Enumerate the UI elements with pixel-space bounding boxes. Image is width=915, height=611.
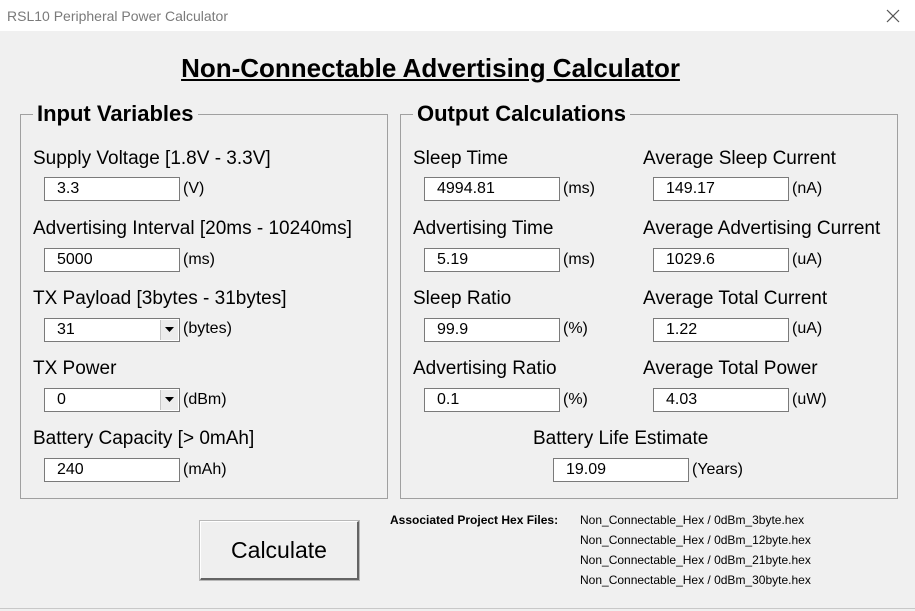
avg-advertising-current-unit: (uA) (792, 251, 823, 268)
calculate-button[interactable]: Calculate (200, 521, 359, 580)
advertising-ratio-unit: (%) (563, 391, 588, 408)
chevron-down-icon (165, 327, 174, 332)
tx-power-value: 0 (57, 391, 66, 408)
avg-sleep-current-label: Average Sleep Current (643, 148, 836, 169)
battery-life-output[interactable]: 19.09 (553, 458, 689, 482)
advertising-time-unit: (ms) (563, 251, 595, 268)
supply-voltage-input[interactable]: 3.3 (44, 177, 180, 201)
supply-voltage-unit: (V) (183, 180, 205, 197)
tx-payload-label: TX Payload [3bytes - 31bytes] (33, 288, 287, 309)
advertising-time-output[interactable]: 5.19 (424, 248, 560, 272)
battery-capacity-label: Battery Capacity [> 0mAh] (33, 428, 255, 449)
page-title: Non-Connectable Advertising Calculator (181, 53, 680, 83)
avg-total-current-unit: (uA) (792, 320, 823, 337)
sleep-time-output[interactable]: 4994.81 (424, 177, 560, 201)
chevron-down-icon (165, 397, 174, 402)
battery-capacity-unit: (mAh) (183, 461, 227, 478)
battery-life-unit: (Years) (692, 461, 743, 478)
tx-payload-unit: (bytes) (183, 320, 232, 337)
avg-total-current-output[interactable]: 1.22 (653, 318, 789, 342)
avg-advertising-current-output[interactable]: 1029.6 (653, 248, 789, 272)
avg-sleep-current-output[interactable]: 149.17 (653, 177, 789, 201)
input-variables-legend: Input Variables (33, 101, 198, 127)
avg-sleep-current-unit: (nA) (792, 180, 823, 197)
hex-files-label: Associated Project Hex Files: (390, 513, 559, 527)
battery-life-label: Battery Life Estimate (533, 428, 709, 449)
advertising-time-label: Advertising Time (413, 218, 554, 239)
output-calculations-legend: Output Calculations (413, 101, 630, 127)
avg-total-power-output[interactable]: 4.03 (653, 388, 789, 412)
advertising-interval-unit: (ms) (183, 251, 215, 268)
window-title: RSL10 Peripheral Power Calculator (7, 8, 228, 24)
close-icon[interactable] (881, 5, 905, 27)
advertising-interval-label: Advertising Interval [20ms - 10240ms] (33, 218, 352, 239)
tx-power-unit: (dBm) (183, 391, 227, 408)
sleep-ratio-unit: (%) (563, 320, 588, 337)
avg-total-current-label: Average Total Current (643, 288, 828, 309)
window-bottom-divider (0, 608, 915, 609)
tx-power-label: TX Power (33, 358, 117, 379)
sleep-time-label: Sleep Time (413, 148, 509, 169)
hex-file-item: Non_Connectable_Hex / 0dBm_21byte.hex (580, 553, 811, 567)
advertising-interval-input[interactable]: 5000 (44, 248, 180, 272)
avg-total-power-label: Average Total Power (643, 358, 818, 379)
sleep-ratio-label: Sleep Ratio (413, 288, 512, 309)
tx-power-select[interactable] (44, 388, 180, 412)
sleep-ratio-output[interactable]: 99.9 (424, 318, 560, 342)
tx-payload-value: 31 (57, 321, 75, 338)
battery-capacity-input[interactable]: 240 (44, 458, 180, 482)
avg-advertising-current-label: Average Advertising Current (643, 218, 881, 239)
avg-total-power-unit: (uW) (792, 391, 827, 408)
hex-file-item: Non_Connectable_Hex / 0dBm_3byte.hex (580, 513, 805, 527)
advertising-ratio-label: Advertising Ratio (413, 358, 557, 379)
tx-payload-dropdown-button[interactable] (160, 320, 178, 340)
tx-payload-select[interactable] (44, 318, 180, 342)
sleep-time-unit: (ms) (563, 180, 595, 197)
title-bar (0, 0, 915, 31)
supply-voltage-label: Supply Voltage [1.8V - 3.3V] (33, 148, 271, 169)
advertising-ratio-output[interactable]: 0.1 (424, 388, 560, 412)
hex-file-item: Non_Connectable_Hex / 0dBm_30byte.hex (580, 573, 811, 587)
tx-power-dropdown-button[interactable] (160, 390, 178, 410)
hex-file-item: Non_Connectable_Hex / 0dBm_12byte.hex (580, 533, 811, 547)
